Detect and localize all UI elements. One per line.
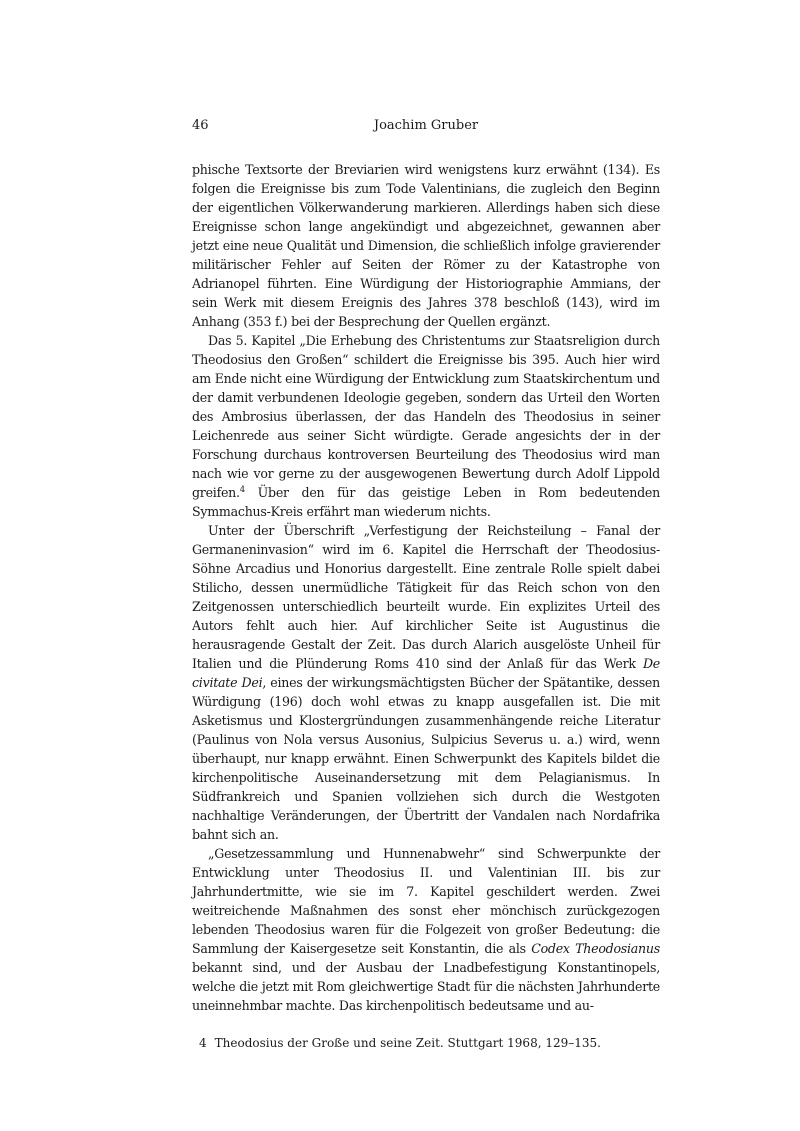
italic-title: De civitate Dei	[192, 656, 660, 690]
paragraph	[192, 160, 660, 331]
text-run: „Gesetzessammlung und Hunnenabwehr“ sind Schwerpunkte der Entwicklung unter Theodosius II. und Valentinian III. bis zur Jahrhundertmitte, wie sie im 7. Kapitel geschildert werden. Zwei weitreichende Maßnahmen des sonst eher mönchisch zurückgezogen lebenden Theodosius waren für die Folgezeit von großer Bedeutung: die Sammlung der Kaisergesetze seit Konstantin, die als	[192, 846, 660, 956]
text-run: Über den für das geistige Leben in Rom bedeutenden Symmachus-Kreis erfährt man wiederum nichts.	[192, 485, 660, 519]
text-run: Das 5. Kapitel „Die Erhebung des Christentums zur Staatsreligion durch Theodosius den Großen“ schildert die Ereignisse bis 395. Auch hier wird am Ende nicht eine Würdigung der Entwicklung zum Staatskirchentum und der damit verbundenen Ideologie gegeben, sondern das Urteil den Worten des Ambrosius überlassen, der das Handeln des Theodosius in seiner Leichenrede aus seiner Sicht würdigte. Gerade angesichts der in der Forschung durchaus kontroversen Beurteilung des Theodosius wird man nach wie vor gerne zu der ausgewogenen Bewertung durch Adolf Lippold greifen.	[192, 333, 660, 500]
paragraph	[192, 331, 660, 521]
footnote-ref: 4	[239, 485, 245, 495]
footnote-text: Theodosius der Große und seine Zeit. Stuttgart 1968, 129–135.	[214, 1036, 601, 1050]
text-run: bekannt sind, und der Ausbau der Lnadbefestigung Konstantinopels, welche die jetzt mit Rom gleichwertige Stadt für die nächsten Jahrhunderte uneinnehmbar machte. Das kirchenpolitisch bedeutsame und au-	[192, 960, 660, 1013]
text-run: Unter der Überschrift „Verfestigung der Reichsteilung – Fanal der Germaneninvasion“ wird im 6. Kapitel die Herrschaft der Theodosius-Söhne Arcadius und Honorius dargestellt. Eine zentrale Rolle spielt dabei Stilicho, dessen unermüdliche Tätigkeit für das Reich schon von den Zeitgenossen unterschiedlich beurteilt wurde. Ein explizites Urteil des Autors fehlt auch hier. Auf kirchlicher Seite ist Augustinus die herausragende Gestalt der Zeit. Das durch Alarich ausgelöste Unheil für Italien und die Plünderung Roms 410 sind der Anlaß für das Werk	[192, 523, 660, 671]
body-text	[192, 160, 660, 1015]
paragraph	[192, 844, 660, 1015]
paragraph	[192, 521, 660, 844]
text-run: , eines der wirkungsmächtigsten Bücher der Spätantike, dessen Würdigung (196) doch wohl etwas zu knapp ausgefallen ist. Die mit Asketismus und Klostergründungen zusammenhängende reiche Literatur (Paulinus von Nola versus Ausonius, Sulpicius Severus u. a.) wird, wenn überhaupt, nur knapp erwähnt. Einen Schwerpunkt des Kapitels bildet die kirchenpolitische Auseinandersetzung mit dem Pelagianismus. In Südfrankreich und Spanien vollziehen sich durch die Westgoten nachhaltige Veränderungen, der Übertritt der Vandalen nach Nordafrika bahnt sich an.	[192, 675, 660, 842]
page-content	[192, 118, 660, 1051]
text-run: phische Textsorte der Breviarien wird wenigstens kurz erwähnt (134). Es folgen die Ereignisse bis zum Tode Valentinians, die zugleich den Beginn der eigentlichen Völkerwanderung markieren. Allerdings haben sich diese Ereignisse schon lange angekündigt und abgezeichnet, gewannen aber jetzt eine neue Qualität und Dimension, die schließlich infolge gravierender militärischer Fehler auf Seiten der Römer zu der Katastrophe von Adrianopel führten. Eine Würdigung der Historiographie Ammians, der sein Werk mit diesem Ereignis des Jahres 378 beschloß (143), wird im Anhang (353 f.) bei der Besprechung der Quellen ergänzt.	[192, 162, 660, 329]
page-number: 46	[192, 118, 209, 133]
footnote-number: 4	[199, 1036, 207, 1050]
italic-title: Codex Theodosianus	[531, 941, 660, 956]
running-head-author: Joachim Gruber	[373, 118, 479, 133]
running-head	[192, 118, 660, 138]
footnote	[192, 1035, 660, 1051]
